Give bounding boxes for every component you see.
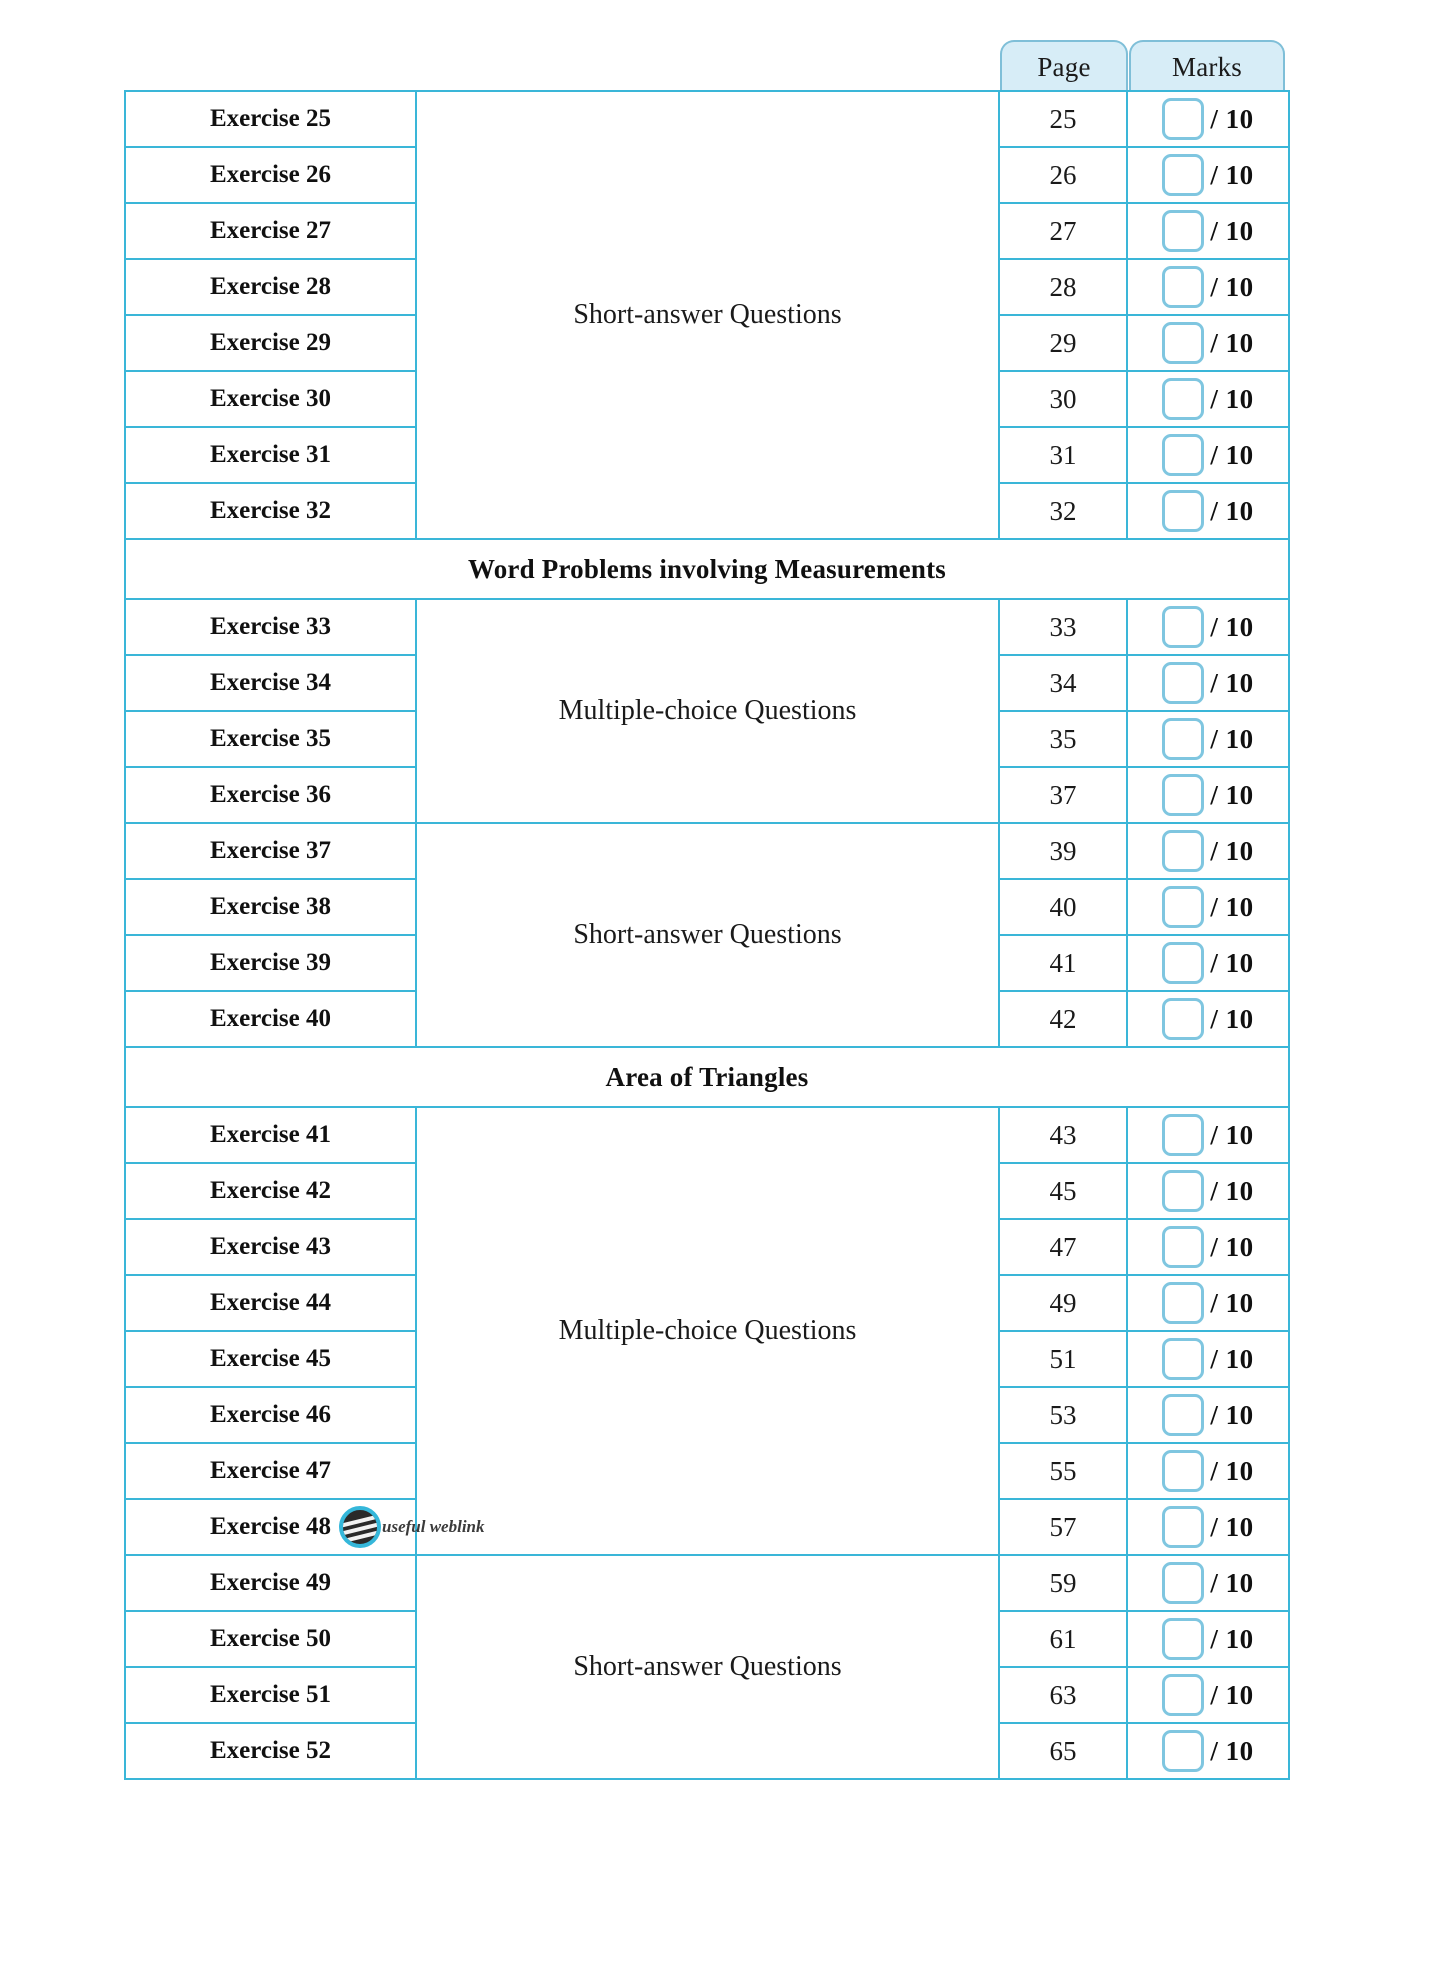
marks-cell xyxy=(1127,1107,1289,1163)
marks-checkbox[interactable] xyxy=(1162,662,1204,704)
page-number-cell[interactable]: 42 xyxy=(999,991,1127,1047)
exercise-cell[interactable] xyxy=(125,483,416,539)
page-number-cell[interactable]: 57 xyxy=(999,1499,1127,1555)
exercise-label: Exercise 44 xyxy=(209,1289,332,1316)
marks-total-label: / 10 xyxy=(1210,667,1254,698)
exercise-cell[interactable] xyxy=(125,147,416,203)
marks-checkbox[interactable] xyxy=(1162,1394,1204,1436)
exercise-cell[interactable] xyxy=(125,1275,416,1331)
page-number-cell[interactable]: 49 xyxy=(999,1275,1127,1331)
marks-checkbox[interactable] xyxy=(1162,1506,1204,1548)
page-number-cell[interactable]: 27 xyxy=(999,203,1127,259)
marks-cell xyxy=(1127,371,1289,427)
exercise-label: Exercise 27 xyxy=(209,217,332,244)
exercise-cell[interactable] xyxy=(125,991,416,1047)
exercise-label: Exercise 47 xyxy=(209,1457,332,1484)
marks-cell xyxy=(1127,1443,1289,1499)
exercise-cell[interactable] xyxy=(125,879,416,935)
exercise-cell[interactable] xyxy=(125,1555,416,1611)
column-header-page xyxy=(1000,40,1128,92)
marks-total-label: / 10 xyxy=(1210,611,1254,642)
column-header-page-label: Page xyxy=(1037,51,1091,82)
exercise-table-wrapper xyxy=(124,90,1288,1780)
page-number-cell[interactable]: 61 xyxy=(999,1611,1127,1667)
page-number-cell[interactable]: 59 xyxy=(999,1555,1127,1611)
marks-checkbox[interactable] xyxy=(1162,606,1204,648)
exercise-cell[interactable] xyxy=(125,1331,416,1387)
exercise-cell[interactable] xyxy=(125,91,416,147)
marks-cell xyxy=(1127,879,1289,935)
marks-checkbox[interactable] xyxy=(1162,1450,1204,1492)
marks-total-label: / 10 xyxy=(1210,947,1254,978)
marks-total-label: / 10 xyxy=(1210,1455,1254,1486)
exercise-cell[interactable] xyxy=(125,1611,416,1667)
marks-checkbox[interactable] xyxy=(1162,378,1204,420)
page-number-cell[interactable]: 31 xyxy=(999,427,1127,483)
marks-total-label: / 10 xyxy=(1210,1003,1254,1034)
marks-total-label: / 10 xyxy=(1210,779,1254,810)
exercise-label: Exercise 32 xyxy=(209,497,332,524)
marks-cell xyxy=(1127,711,1289,767)
exercise-table xyxy=(124,90,1290,1780)
marks-cell xyxy=(1127,1499,1289,1555)
marks-cell xyxy=(1127,203,1289,259)
marks-cell xyxy=(1127,1667,1289,1723)
exercise-label: Exercise 25 xyxy=(209,105,332,132)
exercise-label: Exercise 36 xyxy=(209,781,332,808)
marks-cell xyxy=(1127,259,1289,315)
marks-total-label: / 10 xyxy=(1210,271,1254,302)
useful-weblink-label: useful weblink xyxy=(382,1517,485,1536)
exercise-label: Exercise 33 xyxy=(209,613,332,640)
marks-total-label: / 10 xyxy=(1210,1119,1254,1150)
exercise-label: Exercise 52 xyxy=(209,1737,332,1764)
exercise-cell[interactable] xyxy=(125,1723,416,1779)
exercise-cell[interactable] xyxy=(125,1499,485,1555)
exercise-label: Exercise 28 xyxy=(209,273,332,300)
marks-checkbox[interactable] xyxy=(1162,490,1204,532)
exercise-label: Exercise 49 xyxy=(209,1569,332,1596)
marks-total-label: / 10 xyxy=(1210,327,1254,358)
marks-checkbox[interactable] xyxy=(1162,1170,1204,1212)
exercise-cell[interactable] xyxy=(125,259,416,315)
page-number-cell[interactable]: 63 xyxy=(999,1667,1127,1723)
exercise-label: Exercise 42 xyxy=(209,1177,332,1204)
page-number-cell[interactable]: 65 xyxy=(999,1723,1127,1779)
marks-checkbox[interactable] xyxy=(1162,1618,1204,1660)
marks-total-label: / 10 xyxy=(1210,1175,1254,1206)
marks-total-label: / 10 xyxy=(1210,723,1254,754)
exercise-cell[interactable] xyxy=(125,599,416,655)
column-header-marks-label: Marks xyxy=(1172,51,1242,82)
marks-checkbox[interactable] xyxy=(1162,718,1204,760)
page-number-cell[interactable]: 34 xyxy=(999,655,1127,711)
film-strip-icon[interactable] xyxy=(339,1506,381,1548)
marks-cell xyxy=(1127,991,1289,1047)
marks-total-label: / 10 xyxy=(1210,1287,1254,1318)
exercise-label: Exercise 45 xyxy=(209,1345,332,1372)
marks-checkbox[interactable] xyxy=(1162,1730,1204,1772)
marks-cell xyxy=(1127,1219,1289,1275)
marks-checkbox[interactable] xyxy=(1162,942,1204,984)
marks-total-label: / 10 xyxy=(1210,103,1254,134)
exercise-label: Exercise 51 xyxy=(209,1681,332,1708)
marks-total-label: / 10 xyxy=(1210,383,1254,414)
marks-checkbox[interactable] xyxy=(1162,1338,1204,1380)
marks-cell xyxy=(1127,483,1289,539)
marks-total-label: / 10 xyxy=(1210,215,1254,246)
marks-checkbox[interactable] xyxy=(1162,154,1204,196)
exercise-cell[interactable] xyxy=(125,315,416,371)
marks-total-label: / 10 xyxy=(1210,439,1254,470)
section-title: Area of Triangles xyxy=(125,1047,1289,1107)
column-header-tabs xyxy=(124,36,1309,92)
page-number-cell[interactable]: 28 xyxy=(999,259,1127,315)
question-type-cell: Short-answer Questions xyxy=(416,91,999,539)
exercise-label: Exercise 46 xyxy=(209,1401,332,1428)
marks-checkbox[interactable] xyxy=(1162,1282,1204,1324)
page-number-cell[interactable]: 53 xyxy=(999,1387,1127,1443)
exercise-label: Exercise 26 xyxy=(209,161,332,188)
exercise-cell[interactable] xyxy=(125,655,416,711)
useful-weblink-annotation[interactable] xyxy=(339,1506,485,1548)
marks-checkbox[interactable] xyxy=(1162,774,1204,816)
marks-checkbox[interactable] xyxy=(1162,1674,1204,1716)
marks-total-label: / 10 xyxy=(1210,1343,1254,1374)
page-number-cell[interactable]: 33 xyxy=(999,599,1127,655)
section-header-row xyxy=(125,539,1289,599)
marks-total-label: / 10 xyxy=(1210,1511,1254,1542)
exercise-label: Exercise 30 xyxy=(209,385,332,412)
marks-cell xyxy=(1127,147,1289,203)
exercise-cell[interactable] xyxy=(125,767,416,823)
exercise-label: Exercise 29 xyxy=(209,329,332,356)
exercise-cell[interactable] xyxy=(125,1219,416,1275)
marks-checkbox[interactable] xyxy=(1162,98,1204,140)
marks-cell xyxy=(1127,1611,1289,1667)
marks-cell xyxy=(1127,655,1289,711)
page-number-cell[interactable]: 41 xyxy=(999,935,1127,991)
exercise-cell[interactable] xyxy=(125,711,416,767)
section-title: Word Problems involving Measurements xyxy=(125,539,1289,599)
marks-cell xyxy=(1127,1275,1289,1331)
question-type-cell: Short-answer Questions xyxy=(416,823,999,1047)
marks-checkbox[interactable] xyxy=(1162,266,1204,308)
marks-checkbox[interactable] xyxy=(1162,434,1204,476)
page-number-cell[interactable]: 51 xyxy=(999,1331,1127,1387)
exercise-label: Exercise 38 xyxy=(209,893,332,920)
exercise-label: Exercise 37 xyxy=(209,837,332,864)
exercise-cell[interactable] xyxy=(125,371,416,427)
page-number-cell[interactable]: 25 xyxy=(999,91,1127,147)
table-row xyxy=(125,1107,1289,1163)
page-number-cell[interactable]: 32 xyxy=(999,483,1127,539)
marks-checkbox[interactable] xyxy=(1162,1226,1204,1268)
marks-cell xyxy=(1127,427,1289,483)
exercise-label: Exercise 40 xyxy=(209,1005,332,1032)
marks-total-label: / 10 xyxy=(1210,1567,1254,1598)
question-type-cell: Multiple-choice Questions xyxy=(416,1107,999,1555)
marks-total-label: / 10 xyxy=(1210,1679,1254,1710)
exercise-label: Exercise 34 xyxy=(209,669,332,696)
marks-checkbox[interactable] xyxy=(1162,1562,1204,1604)
marks-total-label: / 10 xyxy=(1210,1735,1254,1766)
page-number-cell[interactable]: 37 xyxy=(999,767,1127,823)
exercise-label: Exercise 41 xyxy=(209,1121,332,1148)
column-header-marks xyxy=(1129,40,1285,92)
table-row xyxy=(125,91,1289,147)
exercise-cell[interactable] xyxy=(125,203,416,259)
marks-total-label: / 10 xyxy=(1210,1623,1254,1654)
section-header-row xyxy=(125,1047,1289,1107)
exercise-cell[interactable] xyxy=(125,823,416,879)
marks-cell xyxy=(1127,1555,1289,1611)
exercise-label: Exercise 50 xyxy=(209,1625,332,1652)
marks-total-label: / 10 xyxy=(1210,891,1254,922)
marks-cell xyxy=(1127,91,1289,147)
page-number-cell[interactable]: 30 xyxy=(999,371,1127,427)
marks-total-label: / 10 xyxy=(1210,159,1254,190)
exercise-label: Exercise 43 xyxy=(209,1233,332,1260)
page-number-cell[interactable]: 55 xyxy=(999,1443,1127,1499)
page-number-cell[interactable]: 39 xyxy=(999,823,1127,879)
marks-cell xyxy=(1127,1723,1289,1779)
question-type-cell: Short-answer Questions xyxy=(416,1555,999,1779)
question-type-cell: Multiple-choice Questions xyxy=(416,599,999,823)
marks-checkbox[interactable] xyxy=(1162,1114,1204,1156)
marks-cell xyxy=(1127,935,1289,991)
marks-total-label: / 10 xyxy=(1210,835,1254,866)
marks-cell xyxy=(1127,1163,1289,1219)
exercise-cell[interactable] xyxy=(125,1387,416,1443)
exercise-label: Exercise 31 xyxy=(209,441,332,468)
marks-total-label: / 10 xyxy=(1210,495,1254,526)
exercise-cell[interactable] xyxy=(125,427,416,483)
marks-checkbox[interactable] xyxy=(1162,322,1204,364)
marks-cell xyxy=(1127,315,1289,371)
marks-checkbox[interactable] xyxy=(1162,998,1204,1040)
page-number-cell[interactable]: 26 xyxy=(999,147,1127,203)
page-number-cell[interactable]: 47 xyxy=(999,1219,1127,1275)
marks-total-label: / 10 xyxy=(1210,1399,1254,1430)
exercise-label: Exercise 35 xyxy=(209,725,332,752)
page-number-cell[interactable]: 29 xyxy=(999,315,1127,371)
marks-cell xyxy=(1127,599,1289,655)
exercise-cell[interactable] xyxy=(125,1667,416,1723)
exercise-cell[interactable] xyxy=(125,935,416,991)
marks-cell xyxy=(1127,767,1289,823)
page-number-cell[interactable]: 43 xyxy=(999,1107,1127,1163)
page-number-cell[interactable]: 45 xyxy=(999,1163,1127,1219)
marks-checkbox[interactable] xyxy=(1162,210,1204,252)
exercise-cell[interactable] xyxy=(125,1443,416,1499)
marks-checkbox[interactable] xyxy=(1162,830,1204,872)
marks-cell xyxy=(1127,823,1289,879)
marks-cell xyxy=(1127,1331,1289,1387)
marks-total-label: / 10 xyxy=(1210,1231,1254,1262)
exercise-label: Exercise 48 useful weblink xyxy=(210,1513,331,1541)
exercise-table-body xyxy=(125,91,1289,1779)
marks-cell xyxy=(1127,1387,1289,1443)
exercise-label: Exercise 39 xyxy=(209,949,332,976)
table-row xyxy=(125,599,1289,655)
exercise-cell[interactable] xyxy=(125,1163,416,1219)
table-row xyxy=(125,1555,1289,1611)
page-number-cell[interactable]: 35 xyxy=(999,711,1127,767)
table-row xyxy=(125,823,1289,879)
exercise-cell[interactable] xyxy=(125,1107,416,1163)
marks-checkbox[interactable] xyxy=(1162,886,1204,928)
page-number-cell[interactable]: 40 xyxy=(999,879,1127,935)
